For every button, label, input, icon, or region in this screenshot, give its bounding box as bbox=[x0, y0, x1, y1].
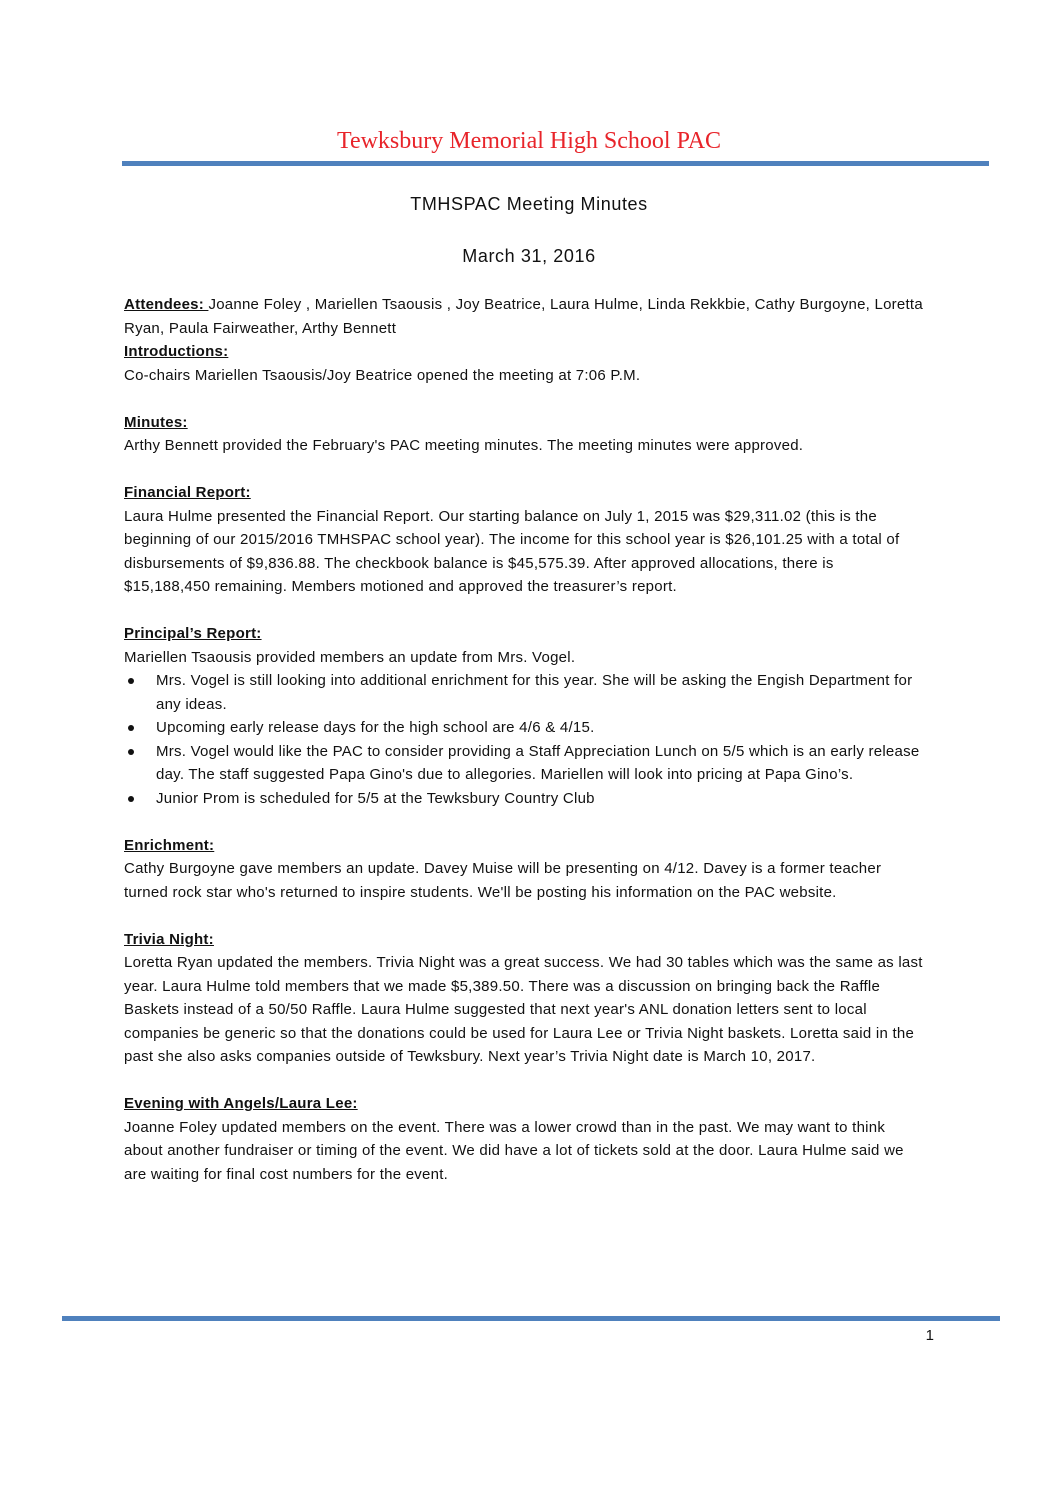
list-item: Mrs. Vogel is still looking into additional enrichment for this year. She will be asking the Engish Department for any ideas. bbox=[124, 669, 924, 716]
page-number: 1 bbox=[925, 1327, 934, 1344]
bullet-icon bbox=[128, 678, 134, 684]
attendees-paragraph bbox=[124, 293, 924, 340]
principals-report-list bbox=[124, 669, 924, 810]
enrichment-text: Cathy Burgoyne gave members an update. Davey Muise will be presenting on 4/12. Davey is a former teacher turned rock star who's returned to inspire students. We'll be posting his information on the PAC website. bbox=[124, 860, 882, 901]
introductions-text: Co-chairs Mariellen Tsaousis/Joy Beatrice opened the meeting at 7:06 P.M. bbox=[124, 366, 641, 384]
header-rule bbox=[122, 161, 989, 166]
principals-report-heading: Principal’s Report: bbox=[124, 625, 262, 642]
organization-title: Tewksbury Memorial High School PAC bbox=[336, 128, 722, 154]
list-item: Upcoming early release days for the high school are 4/6 & 4/15. bbox=[124, 716, 924, 740]
bullet-icon bbox=[128, 749, 134, 755]
evening-angels-text: Joanne Foley updated members on the event. There was a lower crowd than in the past. We may want to think about another fundraiser or timing of the event. We did have a lot of tickets sold at the door. Laura Hulme said we are waiting for final cost numbers for the event. bbox=[124, 1118, 904, 1183]
minutes-heading: Minutes: bbox=[124, 413, 188, 431]
trivia-night-text: Loretta Ryan updated the members. Trivia Night was a great success. We had 30 tables which was the same as last year. Laura Hulme told members that we made $5,389.50. There was a discussion on bringing back the Raffle Baskets instead of a 50/50 Raffle. Laura Hulme suggested that next year's ANL donation letters sent to local companies be generic so that the donations could be used for Laura Lee or Trivia Night baskets. Loretta said in the past she also asks companies outside of Tewksbury. Next year’s Trivia Night date is March 10, 2017. bbox=[124, 954, 923, 1065]
financial-report-text: Laura Hulme presented the Financial Report. Our starting balance on July 1, 2015 was $29,311.02 (this is the beginning of our 2015/2016 TMHSPAC school year). The income for this school year is $26,101.25 with a total of disbursements of $9,836.88. The checkbook balance is $45,575.39. After approved allocations, there is $15,188,450 remaining. Members motioned and approved the treasurer’s report. bbox=[124, 507, 900, 595]
financial-report-heading: Financial Report: bbox=[124, 484, 251, 501]
list-item: Junior Prom is scheduled for 5/5 at the Tewksbury Country Club bbox=[124, 787, 924, 811]
document-title: TMHSPAC Meeting Minutes bbox=[410, 194, 648, 214]
minutes-text: Arthy Bennett provided the February's PAC meeting minutes. The meeting minutes were approved. bbox=[124, 437, 804, 454]
list-item: Mrs. Vogel would like the PAC to consider providing a Staff Appreciation Lunch on 5/5 which is an early release day. The staff suggested Papa Gino's due to allegories. Mariellen will look into pricing at Papa Gino’s. bbox=[124, 740, 924, 787]
attendees-heading: Attendees: bbox=[124, 296, 209, 313]
principals-report-intro: Mariellen Tsaousis provided members an update from Mrs. Vogel. bbox=[124, 648, 576, 666]
minutes-body bbox=[124, 293, 924, 1186]
enrichment-heading: Enrichment: bbox=[124, 836, 215, 854]
footer-rule bbox=[62, 1316, 1000, 1321]
evening-angels-heading: Evening with Angels/Laura Lee: bbox=[124, 1095, 358, 1112]
bullet-icon bbox=[128, 725, 134, 731]
attendees-list: Joanne Foley , Mariellen Tsaousis , Joy Beatrice, Laura Hulme, Linda Rekkbie, Cathy Burgoyne, Loretta Ryan, Paula Fairweather, Arthy Bennett bbox=[124, 296, 923, 337]
bullet-icon bbox=[128, 796, 134, 802]
introductions-heading: Introductions: bbox=[124, 343, 229, 360]
trivia-night-heading: Trivia Night: bbox=[124, 930, 214, 948]
meeting-date: March 31, 2016 bbox=[462, 246, 596, 266]
